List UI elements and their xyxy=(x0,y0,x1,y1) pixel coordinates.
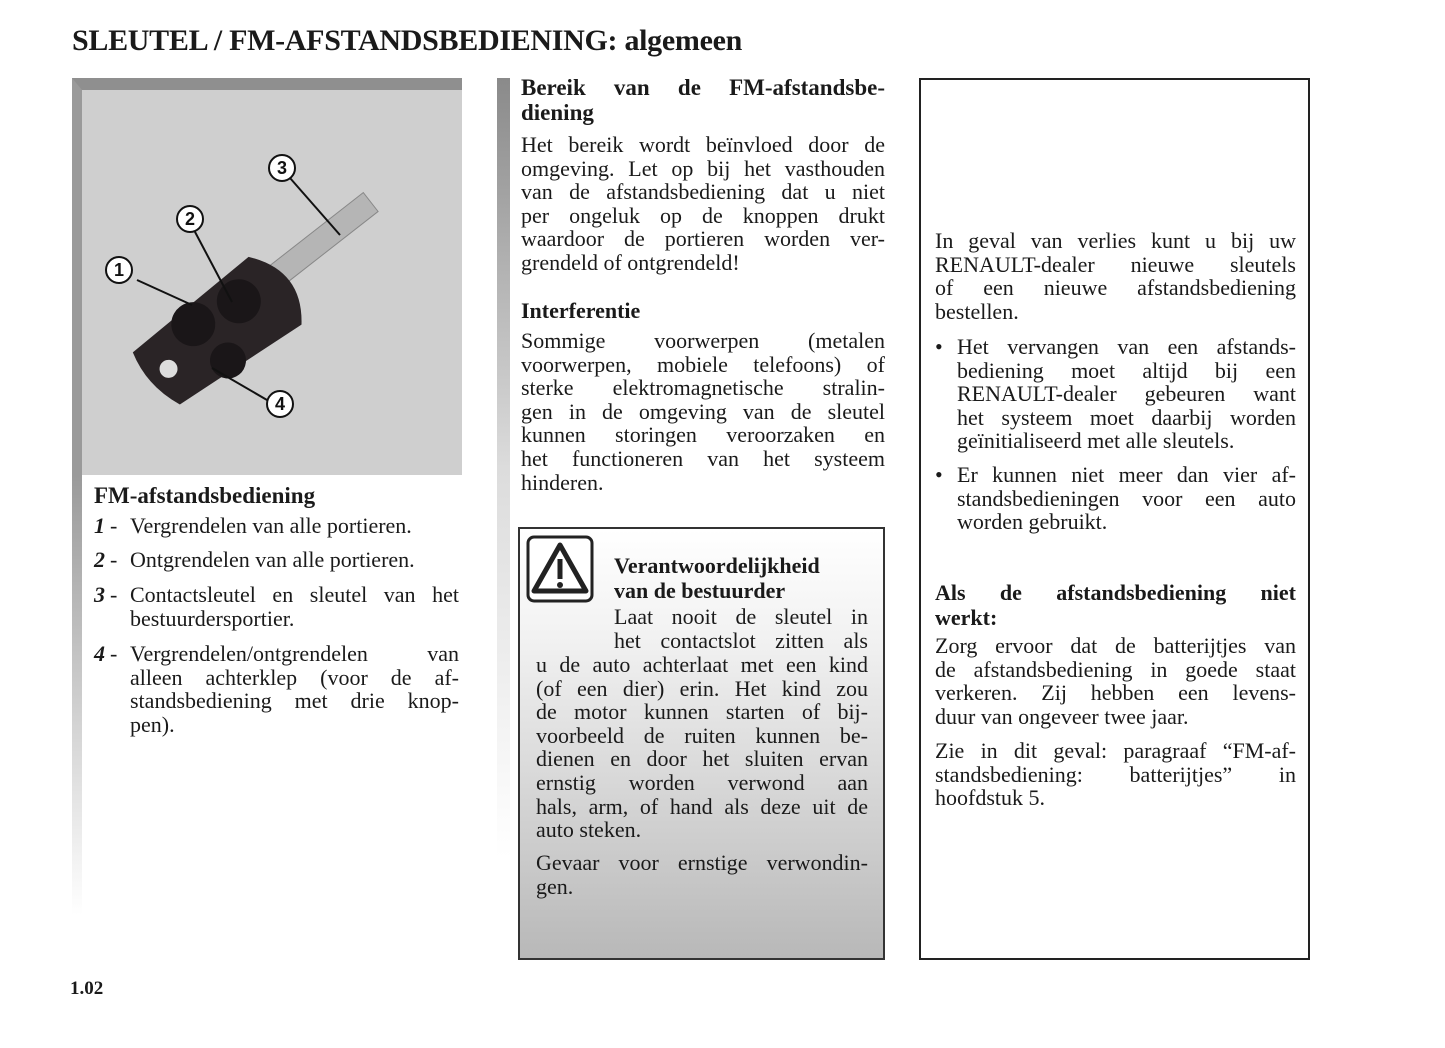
range-paragraph xyxy=(521,133,885,275)
text-line: Zorg ervoor dat de batterijtjes van xyxy=(935,633,1296,658)
text-line: grendeld of ontgrendeld! xyxy=(521,249,740,275)
heading-line: diening xyxy=(521,100,594,125)
text-line: In geval van verlies kunt u bij uw xyxy=(935,228,1296,253)
text-line: Laat nooit de sleutel in xyxy=(614,604,868,629)
warning-box xyxy=(518,527,885,960)
text-line: Sommige voorwerpen (metalen xyxy=(521,328,885,353)
middle-margin-bar xyxy=(497,78,510,858)
text-line: gen. xyxy=(536,873,574,899)
text-line: voorbeeld de ruiten kunnen be- xyxy=(536,722,868,748)
remote-heading: FM-afstandsbediening xyxy=(94,483,316,508)
text-line: het contactslot zitten als xyxy=(614,627,868,653)
warning-triangle-icon xyxy=(526,535,594,603)
text-line: hoofdstuk 5. xyxy=(935,785,1045,811)
text-line: Het vervangen van een afstands- xyxy=(957,334,1296,359)
text-line: standsbediening: batterijtjes” in xyxy=(935,761,1296,787)
interference-heading: Interferentie xyxy=(521,298,641,323)
bullet-dot-icon: • xyxy=(935,334,943,359)
text-line: sterke elektromagnetische stralin- xyxy=(521,375,885,401)
interference-paragraph xyxy=(521,329,885,494)
text-line: per ongeluk op de knoppen drukt xyxy=(521,202,885,228)
warning-danger xyxy=(536,851,868,898)
item-dash: - xyxy=(110,641,118,666)
text-line: waardoor de portieren worden ver- xyxy=(521,226,885,252)
text-line: de afstandsbediening in goede staat xyxy=(935,656,1296,682)
text-line: gen in de omgeving van de sleutel xyxy=(521,398,885,424)
heading-line: Als de afstandsbediening niet xyxy=(935,580,1296,605)
text-line: geïnitialiseerd met alle sleutels. xyxy=(957,428,1235,454)
text-line: ernstig worden verwond aan xyxy=(536,769,868,795)
text-line: worden gebruikt. xyxy=(957,509,1108,535)
bullet-text xyxy=(957,335,1296,453)
text-line: pen). xyxy=(130,711,175,737)
remote-key-icon xyxy=(82,90,462,475)
range-heading xyxy=(521,75,885,125)
text-line: hals, arm, of hand als deze uit de xyxy=(536,793,868,819)
callout-label: 3 xyxy=(276,158,288,178)
page-number: 1.02 xyxy=(70,978,104,999)
text-line: of een nieuwe afstandsbediening xyxy=(935,275,1296,301)
text-line: auto steken. xyxy=(536,817,642,843)
text-line: omgeving. Let op bij het vasthouden xyxy=(521,155,885,181)
text-line: bediening moet altijd bij een xyxy=(957,357,1296,383)
text-line: standsbediening met drie knop- xyxy=(130,688,459,714)
warning-indented xyxy=(614,605,868,652)
item-text xyxy=(130,583,459,630)
text-line: hinderen. xyxy=(521,469,604,495)
text-line: Gevaar voor ernstige verwondin- xyxy=(536,850,868,875)
text-line: Contactsleutel en sleutel van het xyxy=(130,582,459,607)
warning-body xyxy=(536,653,868,842)
text-line: alleen achterklep (voor de af- xyxy=(130,664,459,690)
page-title: SLEUTEL / FM-AFSTANDSBEDIENING: algemeen xyxy=(72,24,743,57)
text-line: Ontgrendelen van alle portieren. xyxy=(130,547,415,572)
text-line: Vergrendelen/ontgrendelen van xyxy=(130,641,459,666)
battery-paragraph xyxy=(935,634,1296,728)
text-line: (of een dier) erin. Het kind zou xyxy=(536,675,868,701)
text-line: van de afstandsbediening dat u niet xyxy=(521,179,885,205)
heading-line: Verantwoordelijkheid xyxy=(614,553,820,578)
text-line: dienen en door het sluiten ervan xyxy=(536,746,868,772)
heading-line: van de bestuurder xyxy=(614,578,786,603)
text-line: voorwerpen, mobiele telefoons) of xyxy=(521,351,885,377)
warning-heading xyxy=(614,553,820,603)
item-dash: - xyxy=(110,513,118,538)
item-number: 1 xyxy=(94,513,105,538)
reference-paragraph xyxy=(935,739,1296,810)
bullet-text xyxy=(957,463,1296,534)
key-fob-photo xyxy=(72,78,462,475)
text-line: u de auto achterlaat met een kind xyxy=(536,652,868,677)
text-line: de motor kunnen starten of bij- xyxy=(536,699,868,725)
item-number: 3 xyxy=(94,582,105,607)
callout-label: 2 xyxy=(184,209,196,229)
loss-paragraph xyxy=(935,229,1296,323)
text-line: RENAULT-dealer gebeuren want xyxy=(957,381,1296,407)
item-text xyxy=(130,642,459,736)
item-dash: - xyxy=(110,582,118,607)
callout-label: 1 xyxy=(113,260,125,280)
item-text xyxy=(130,514,459,538)
text-line: Het bereik wordt beïnvloed door de xyxy=(521,132,885,157)
item-number: 2 xyxy=(94,547,105,572)
text-line: Vergrendelen van alle portieren. xyxy=(130,513,412,538)
item-dash: - xyxy=(110,547,118,572)
not-working-heading xyxy=(935,580,1296,630)
heading-line: werkt: xyxy=(935,605,998,630)
heading-line: Bereik van de FM-afstandsbe- xyxy=(521,75,885,100)
text-line: RENAULT-dealer nieuwe sleutels xyxy=(935,251,1296,277)
text-line: het functioneren van het systeem xyxy=(521,445,885,471)
item-text xyxy=(130,548,459,572)
text-line: standsbedieningen voor een auto xyxy=(957,485,1296,511)
text-line: Zie in dit geval: paragraaf “FM-af- xyxy=(935,738,1296,763)
callout-label: 4 xyxy=(274,394,286,414)
text-line: verkeren. Zij hebben een levens- xyxy=(935,680,1296,706)
text-line: duur van ongeveer twee jaar. xyxy=(935,703,1189,729)
bullet-dot-icon: • xyxy=(935,462,943,487)
left-margin-bar xyxy=(72,475,82,915)
text-line: bestellen. xyxy=(935,298,1019,324)
text-line: het systeem moet daarbij worden xyxy=(957,404,1296,430)
item-number: 4 xyxy=(94,641,105,666)
text-line: bestuurdersportier. xyxy=(130,605,295,631)
text-line: kunnen storingen veroorzaken en xyxy=(521,422,885,448)
text-line: Er kunnen niet meer dan vier af- xyxy=(957,462,1296,487)
